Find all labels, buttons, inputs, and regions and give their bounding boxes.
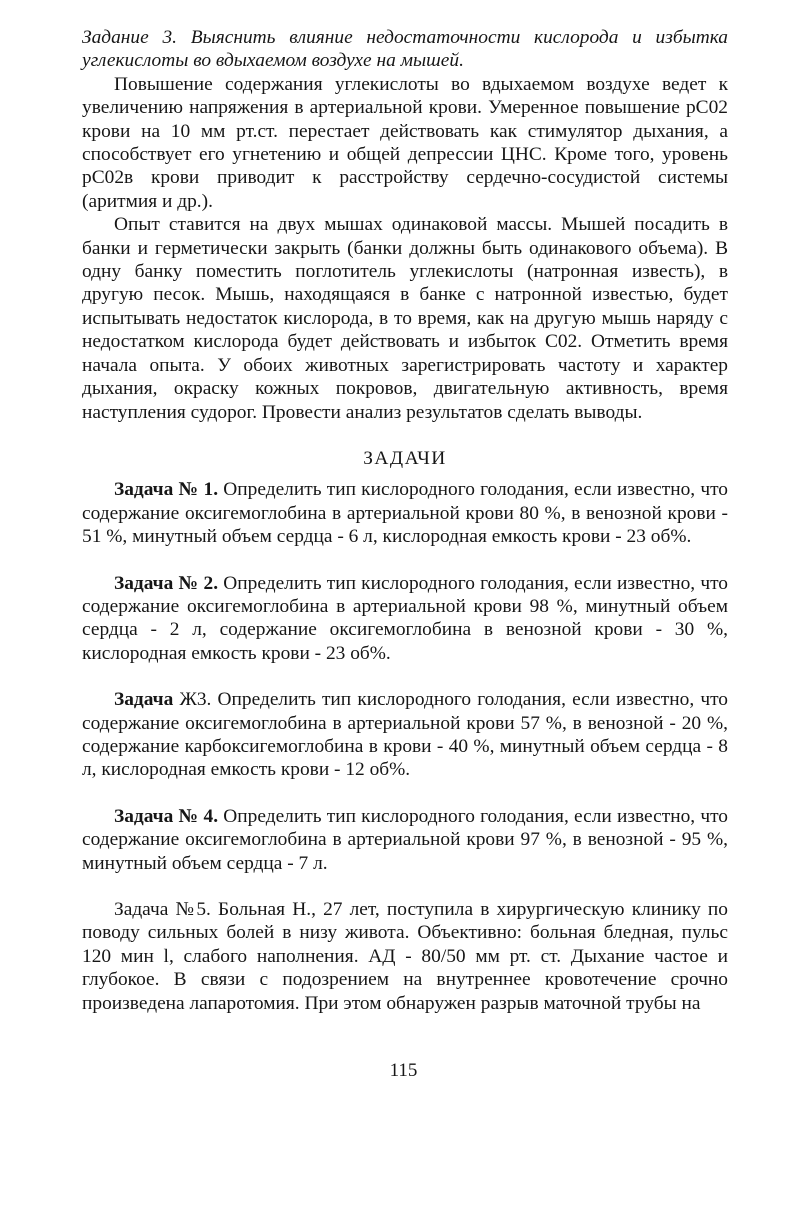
section-heading: ЗАДАЧИ [363,447,447,469]
problem-label: Задача [114,689,174,711]
assignment-title: Задание 3. Выяснить влияние недостаточности кислорода и избытка углекислоты во вдыхаемом воздухе на мышей. [82,27,728,72]
problem-3 [82,688,728,782]
problem-text: Ж3. Определить тип кислородного голодания, если известно, что содержание оксигемоглобина в артериальной крови 57 %, в венозной - 20 %, содержание карбоксигемоглобина в крови - 40 %, минутный объем сердца - 8 л, кислородная емкость крови - 12 об%. [82,689,728,781]
assignment-paragraph: Повышение содержания углекислоты во вдыхаемом воздухе ведет к увеличению напряжения в артериальной крови. Умеренное повышение рС02 крови на 10 мм рт.ст. перестает действовать как стимулятор дыхания, а способствует его угнетению и общей депрессии ЦНС. Кроме того, уровень рС02в крови приводит к расстройству сердечно-сосудистой системы (аритмия и др.). [82,73,728,212]
problem-4 [82,805,728,875]
assignment-paragraph: Опыт ставится на двух мышах одинаковой массы. Мышей посадить в банки и герметически закрыть (банки должны быть одинакового объема). В одну банку поместить поглотитель углекислоты (натронная известь), в другую песок. Мышь, находящаяся в банке с натронной известью, будет испытывать недостаток кислорода, в то время, как на другую мышь наряду с недостатком кислорода будет действовать и избыток С02. Отметить время начала опыта. У обоих животных зарегистрировать частоту и характер дыхания, окраску кожных покровов, двигательную активность, время наступления судорог. Провести анализ результатов сделать выводы. [82,214,728,423]
page-number: 115 [389,1060,418,1081]
document-page [82,26,728,1015]
problem-text: Определить тип кислородного голодания, если известно, что содержание оксигемоглобина в артериальной крови 98 %, минутный объем сердца - 2 л, содержание оксигемоглобина в венозной крови - 30 %, кислородная емкость крови - 23 об%. [82,572,728,664]
problem-1 [82,478,728,548]
problem-text: Определить тип кислородного голодания, если известно, что содержание оксигемоглобина в артериальной крови 80 %, в венозной крови - 51 %, минутный объем сердца - 6 л, кислородная емкость крови - 23 об%. [82,479,728,548]
problem-label: Задача № 4. [114,805,219,827]
problem-text: Определить тип кислородного голодания, если известно, что содержание оксигемоглобина в артериальной крови 97 %, в венозной - 95 %, минутный объем сердца - 7 л. [82,805,728,874]
problem-5: Задача №5. Больная Н., 27 лет, поступила в хирургическую клинику по поводу сильных болей в низу живота. Объективно: больная бледная, пульс 120 мин l, слабого наполнения. АД - 80/50 мм рт. ст. Дыхание частое и глубокое. В связи с подозрением на внутреннее кровотечение срочно произведена лапаротомия. При этом обнаружен разрыв маточной трубы на [82,899,728,1014]
problem-2 [82,572,728,666]
problem-label: Задача № 1. [114,479,219,501]
problem-label: Задача № 2. [114,572,219,594]
